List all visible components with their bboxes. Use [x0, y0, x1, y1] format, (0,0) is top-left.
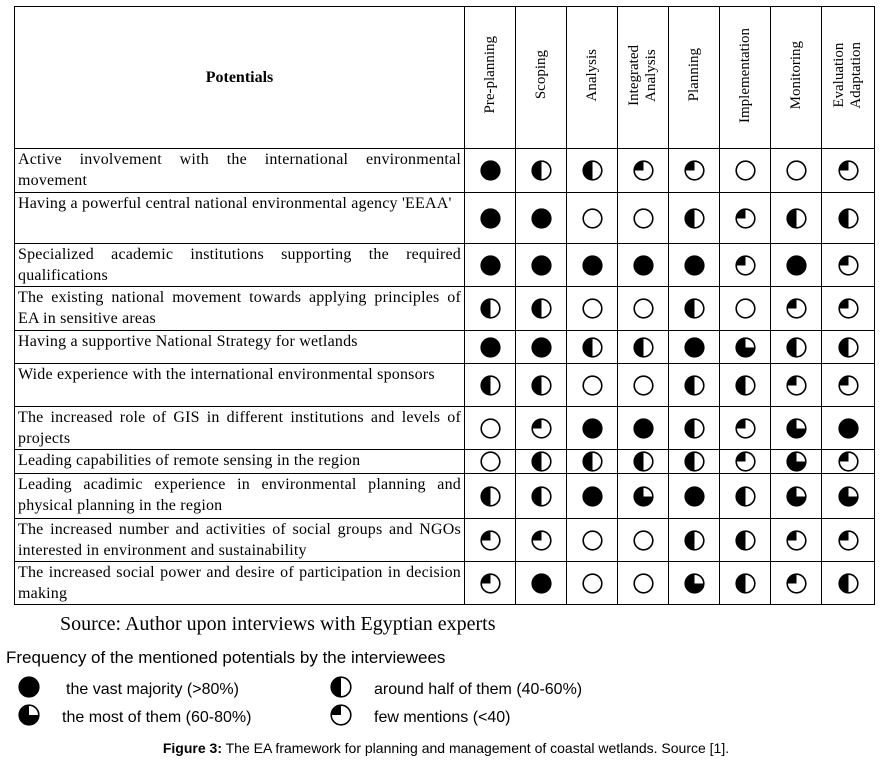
- stage-label: Planning: [685, 48, 702, 102]
- quarter-circle-icon: [465, 519, 516, 562]
- quarter-circle-icon: [822, 149, 875, 193]
- table-row: [15, 149, 875, 193]
- stage-header: [567, 7, 618, 149]
- quarter-circle-icon: [771, 562, 822, 605]
- legend-label: around half of them (40-60%): [374, 680, 583, 698]
- half-circle-icon: [516, 149, 567, 193]
- quarter-circle-icon: [771, 287, 822, 331]
- quarter-circle-icon: [822, 450, 875, 474]
- full-circle-icon: [771, 244, 822, 287]
- half-circle-icon: [822, 562, 875, 605]
- quarter-circle-icon: [516, 519, 567, 562]
- half-circle-icon: [567, 149, 618, 193]
- half-circle-icon: [330, 676, 352, 703]
- potential-text: Active involvement with the international environmental movement: [15, 149, 465, 193]
- stage-header: [618, 7, 669, 149]
- half-circle-icon: [822, 193, 875, 244]
- full-circle-icon: [669, 331, 720, 364]
- three-quarter-circle-icon: [771, 407, 822, 450]
- potential-text: Wide experience with the international environmental sponsors: [15, 364, 465, 407]
- empty-circle-icon: [720, 149, 771, 193]
- half-circle-icon: [720, 364, 771, 407]
- quarter-circle-icon: [669, 149, 720, 193]
- quarter-circle-icon: [618, 149, 669, 193]
- figure-caption: [0, 740, 892, 756]
- empty-circle-icon: [618, 562, 669, 605]
- stage-header: [465, 7, 516, 149]
- potential-text: The increased number and activities of social groups and NGOs interested in environment and sustainability: [15, 519, 465, 562]
- half-circle-icon: [669, 287, 720, 331]
- empty-circle-icon: [567, 193, 618, 244]
- three-quarter-circle-icon: [618, 474, 669, 519]
- half-circle-icon: [720, 562, 771, 605]
- stage-label: Analysis: [583, 48, 600, 102]
- quarter-circle-icon: [822, 287, 875, 331]
- half-circle-icon: [669, 450, 720, 474]
- potential-text: Having a powerful central national environmental agency 'EEAA': [15, 193, 465, 244]
- empty-circle-icon: [465, 407, 516, 450]
- stage-label: Pre-planning: [481, 36, 498, 114]
- potentials-table: [14, 6, 875, 605]
- stage-header: [822, 7, 875, 149]
- empty-circle-icon: [465, 450, 516, 474]
- legend-item-full: [18, 676, 239, 703]
- potential-text: The existing national movement towards applying principles of EA in sensitive areas: [15, 287, 465, 331]
- empty-circle-icon: [618, 519, 669, 562]
- full-circle-icon: [618, 244, 669, 287]
- legend-item-quarter: [330, 704, 511, 731]
- stage-header: [669, 7, 720, 149]
- stage-header: [516, 7, 567, 149]
- stage-header: [720, 7, 771, 149]
- quarter-circle-icon: [771, 519, 822, 562]
- half-circle-icon: [465, 474, 516, 519]
- full-circle-icon: [669, 474, 720, 519]
- legend-label: the most of them (60-80%): [62, 708, 252, 726]
- table-row: [15, 287, 875, 331]
- legend-title: Frequency of the mentioned potentials by the interviewees: [6, 648, 446, 667]
- full-circle-icon: [465, 331, 516, 364]
- table-row: [15, 244, 875, 287]
- quarter-circle-icon: [822, 244, 875, 287]
- half-circle-icon: [669, 407, 720, 450]
- potential-text: Specialized academic institutions supporting the required qualifications: [15, 244, 465, 287]
- half-circle-icon: [516, 364, 567, 407]
- half-circle-icon: [771, 193, 822, 244]
- empty-circle-icon: [618, 364, 669, 407]
- empty-circle-icon: [618, 287, 669, 331]
- full-circle-icon: [567, 244, 618, 287]
- quarter-circle-icon: [720, 193, 771, 244]
- potential-text: The increased role of GIS in different institutions and levels of projects: [15, 407, 465, 450]
- stage-header: [771, 7, 822, 149]
- potential-text: Leading capabilities of remote sensing in the region: [15, 450, 465, 474]
- potentials-header: Potentials: [15, 7, 465, 149]
- table-row: [15, 562, 875, 605]
- stage-label: Scoping: [532, 50, 549, 100]
- quarter-circle-icon: [720, 244, 771, 287]
- quarter-circle-icon: [720, 407, 771, 450]
- quarter-circle-icon: [771, 364, 822, 407]
- stage-label: Implementation: [736, 27, 753, 123]
- potential-text: The increased social power and desire of participation in decision making: [15, 562, 465, 605]
- half-circle-icon: [567, 450, 618, 474]
- empty-circle-icon: [567, 519, 618, 562]
- legend-item-half: [330, 676, 582, 703]
- table-row: [15, 474, 875, 519]
- half-circle-icon: [465, 364, 516, 407]
- full-circle-icon: [618, 407, 669, 450]
- quarter-circle-icon: [822, 519, 875, 562]
- quarter-circle-icon: [720, 450, 771, 474]
- half-circle-icon: [618, 331, 669, 364]
- stage-label: Evaluation Adaptation: [831, 41, 864, 109]
- full-circle-icon: [465, 193, 516, 244]
- caption-text: The EA framework for planning and management of coastal wetlands. Source [1].: [221, 740, 730, 756]
- caption-label: Figure 3:: [162, 740, 222, 756]
- full-circle-icon: [567, 474, 618, 519]
- full-circle-icon: [516, 193, 567, 244]
- three-quarter-circle-icon: [771, 450, 822, 474]
- full-circle-icon: [465, 149, 516, 193]
- half-circle-icon: [618, 450, 669, 474]
- three-quarter-circle-icon: [669, 562, 720, 605]
- potential-text: Leading acadimic experience in environmental planning and physical planning in the region: [15, 474, 465, 519]
- quarter-circle-icon: [822, 364, 875, 407]
- stage-label: Monitoring: [787, 40, 804, 110]
- table-row: [15, 193, 875, 244]
- half-circle-icon: [720, 519, 771, 562]
- full-circle-icon: [465, 244, 516, 287]
- table-row: [15, 364, 875, 407]
- table-row: [15, 519, 875, 562]
- empty-circle-icon: [618, 193, 669, 244]
- three-quarter-circle-icon: [822, 474, 875, 519]
- quarter-circle-icon: [465, 562, 516, 605]
- quarter-circle-icon: [516, 407, 567, 450]
- legend-label: the vast majority (>80%): [66, 680, 239, 698]
- header-row: [15, 7, 875, 149]
- full-circle-icon: [18, 676, 40, 703]
- table-row: [15, 331, 875, 364]
- half-circle-icon: [822, 331, 875, 364]
- source-note: Source: Author upon interviews with Egyptian experts: [60, 613, 496, 635]
- legend-item-threequarter: [18, 704, 251, 731]
- empty-circle-icon: [771, 149, 822, 193]
- half-circle-icon: [771, 331, 822, 364]
- three-quarter-circle-icon: [18, 704, 40, 731]
- half-circle-icon: [516, 450, 567, 474]
- three-quarter-circle-icon: [720, 331, 771, 364]
- half-circle-icon: [720, 474, 771, 519]
- empty-circle-icon: [567, 562, 618, 605]
- full-circle-icon: [567, 407, 618, 450]
- empty-circle-icon: [567, 287, 618, 331]
- table-row: [15, 450, 875, 474]
- empty-circle-icon: [720, 287, 771, 331]
- half-circle-icon: [567, 331, 618, 364]
- full-circle-icon: [516, 244, 567, 287]
- half-circle-icon: [669, 519, 720, 562]
- empty-circle-icon: [567, 364, 618, 407]
- half-circle-icon: [516, 474, 567, 519]
- stage-label: Integrated Analysis: [626, 44, 659, 106]
- half-circle-icon: [669, 364, 720, 407]
- full-circle-icon: [516, 331, 567, 364]
- half-circle-icon: [465, 287, 516, 331]
- half-circle-icon: [516, 287, 567, 331]
- quarter-circle-icon: [330, 704, 352, 731]
- full-circle-icon: [822, 407, 875, 450]
- three-quarter-circle-icon: [771, 474, 822, 519]
- full-circle-icon: [516, 562, 567, 605]
- potential-text: Having a supportive National Strategy for wetlands: [15, 331, 465, 364]
- legend-label: few mentions (<40): [374, 708, 511, 726]
- half-circle-icon: [669, 193, 720, 244]
- full-circle-icon: [669, 244, 720, 287]
- table-row: [15, 407, 875, 450]
